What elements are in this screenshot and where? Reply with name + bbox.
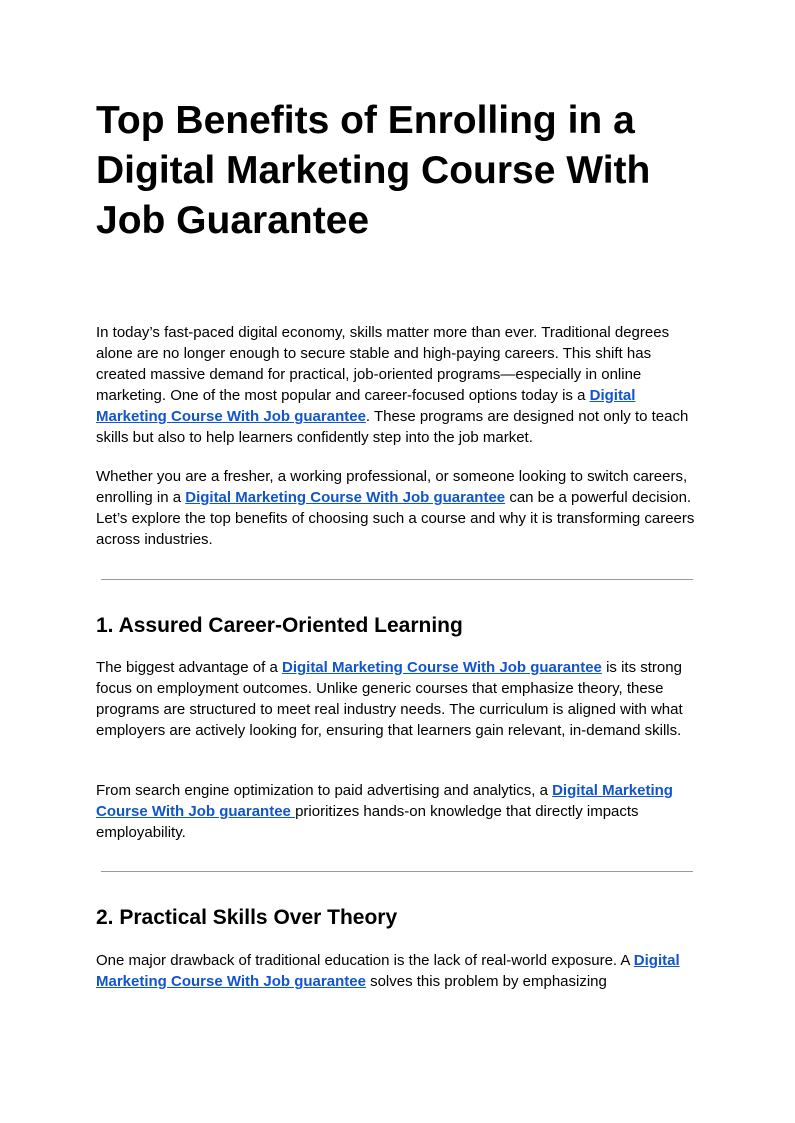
s2-p1-text-before: One major drawback of traditional education is the lack of real-world exposure. A xyxy=(96,952,634,969)
course-link[interactable]: Digital Marketing Course With Job guarantee xyxy=(185,489,506,506)
s1-p2-text-before: From search engine optimization to paid advertising and analytics, a xyxy=(96,782,553,799)
intro-paragraph-2 xyxy=(96,466,698,550)
course-link[interactable]: Digital Marketing Course With Job guarantee xyxy=(96,952,680,990)
section-1-paragraph-2 xyxy=(96,780,698,843)
intro-p2-text-before: Whether you are a fresher, a working professional, or someone looking to switch careers, enrolling in a xyxy=(96,468,688,506)
s1-p1-text-before: The biggest advantage of a xyxy=(96,659,282,676)
course-link[interactable]: Digital Marketing Course With Job guarantee xyxy=(96,387,636,425)
intro-p2-text-after: can be a powerful decision. Let’s explore the top benefits of choosing such a course and why it is transforming careers across industries. xyxy=(96,489,695,548)
course-link[interactable]: Digital Marketing Course With Job guarantee xyxy=(96,782,673,820)
section-2-paragraph-1 xyxy=(96,950,698,992)
course-link[interactable]: Digital Marketing Course With Job guarantee xyxy=(281,659,602,676)
section-2-heading: 2. Practical Skills Over Theory xyxy=(96,906,398,929)
section-1-paragraph-1 xyxy=(96,657,698,741)
s1-p1-text-after: is its strong focus on employment outcomes. Unlike generic courses that emphasize theory, these programs are structured to meet real industry needs. The curriculum is aligned with what employers are actively looking for, ensuring that learners gain relevant, in-demand skills. xyxy=(96,659,683,739)
section-1-heading: 1. Assured Career-Oriented Learning xyxy=(96,614,463,637)
s2-p1-text-after: solves this problem by emphasizing xyxy=(365,973,607,990)
s1-p2-text-after: prioritizes hands-on knowledge that directly impacts employability. xyxy=(96,803,639,841)
intro-paragraph-1 xyxy=(96,322,698,448)
intro-p1-text-after: . These programs are designed not only to teach skills but also to help learners confidently step into the job market. xyxy=(96,408,689,446)
page-title: Top Benefits of Enrolling in a Digital Marketing Course With Job Guarantee xyxy=(96,99,651,242)
intro-p1-text-before: In today’s fast-paced digital economy, skills matter more than ever. Traditional degrees alone are no longer enough to secure stable and high-paying careers. This shift has created massive demand for practical, job-oriented programs—especially in online marketing. One of the most popular and career-focused options today is a xyxy=(96,324,670,404)
horizontal-divider xyxy=(101,579,693,580)
horizontal-divider xyxy=(101,871,693,872)
